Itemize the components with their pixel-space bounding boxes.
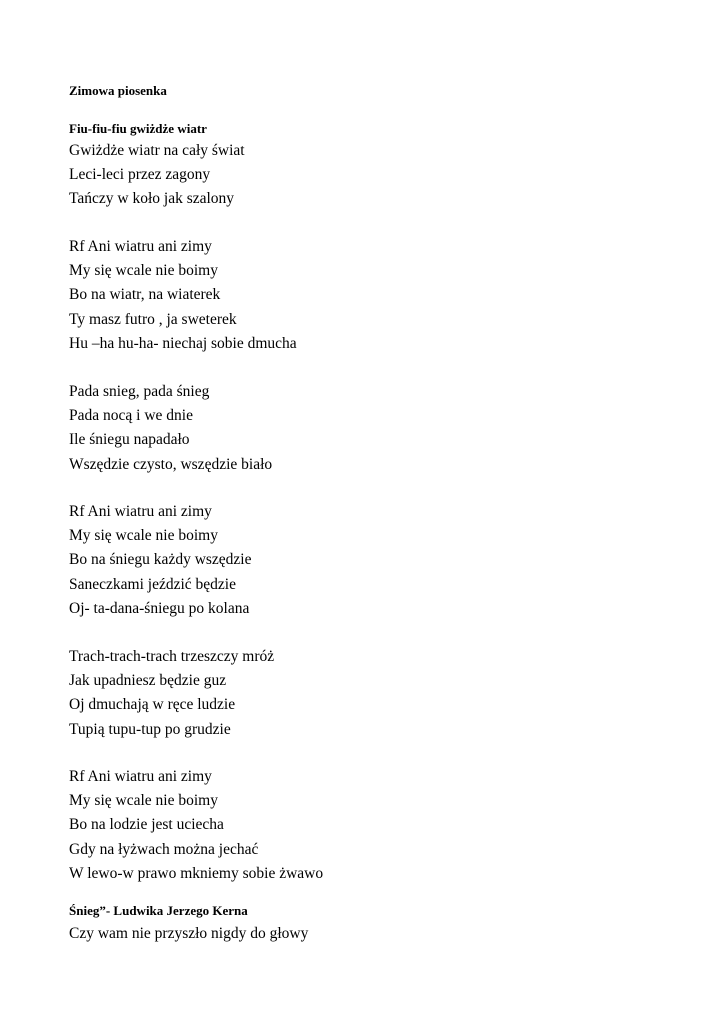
verse-line: Jak upadniesz będzie guz xyxy=(69,672,227,690)
verse-line: Gwiżdże wiatr na cały świat xyxy=(69,142,245,159)
verse-line: Tupią tupu-tup po grudzie xyxy=(69,720,231,738)
verse-line: Bo na lodzie jest uciecha xyxy=(69,816,224,834)
stanza-6-refrain xyxy=(69,765,323,886)
verse-line: Czy wam nie przyszło nigdy do głowy xyxy=(69,925,309,942)
verse-line: Saneczkami jeździć będzie xyxy=(69,575,236,593)
stanza-5 xyxy=(69,645,274,742)
verse-line: Rf Ani wiatru ani zimy xyxy=(69,238,212,255)
stanza-3 xyxy=(69,380,272,477)
verse-line: Bo na wiatr, na wiaterek xyxy=(69,286,221,304)
verse-line: Bo na śniegu każdy wszędzie xyxy=(69,551,252,569)
verse-line: Trach-trach-trach trzeszczy mróż xyxy=(69,648,275,665)
second-poem-lines xyxy=(69,922,308,946)
stanza-1 xyxy=(69,139,245,212)
verse-line: W lewo-w prawo mkniemy sobie żwawo xyxy=(69,864,324,882)
song-title: Zimowa piosenka xyxy=(69,83,167,98)
verse-line: Tańczy w koło jak szalony xyxy=(69,190,235,208)
verse-line: My się wcale nie boimy xyxy=(69,792,218,810)
verse-line: Ty masz futro , ja sweterek xyxy=(69,310,237,328)
stanza-4-refrain xyxy=(69,500,252,621)
verse-line: Oj- ta-dana-śniegu po kolana xyxy=(69,599,250,617)
verse-line: Ile śniegu napadało xyxy=(69,431,190,449)
verse-line: Rf Ani wiatru ani zimy xyxy=(69,503,212,520)
song-subtitle: Fiu-fiu-fiu gwiżdże wiatr xyxy=(69,121,207,136)
verse-line: Gdy na łyżwach można jechać xyxy=(69,840,259,858)
verse-line: My się wcale nie boimy xyxy=(69,527,218,545)
verse-line: Hu –ha hu-ha- niechaj sobie dmucha xyxy=(69,334,297,352)
verse-line: Rf Ani wiatru ani zimy xyxy=(69,768,212,785)
verse-line: Wszędzie czysto, wszędzie biało xyxy=(69,455,273,473)
verse-line: Pada nocą i we dnie xyxy=(69,407,193,425)
verse-line: Pada snieg, pada śnieg xyxy=(69,383,210,400)
verse-line: Oj dmuchają w ręce ludzie xyxy=(69,696,236,714)
second-poem-heading: Śnieg”- Ludwika Jerzego Kerna xyxy=(69,903,248,918)
stanza-2-refrain xyxy=(69,235,297,356)
verse-line: Leci-leci przez zagony xyxy=(69,166,211,184)
verse-line: My się wcale nie boimy xyxy=(69,262,218,280)
